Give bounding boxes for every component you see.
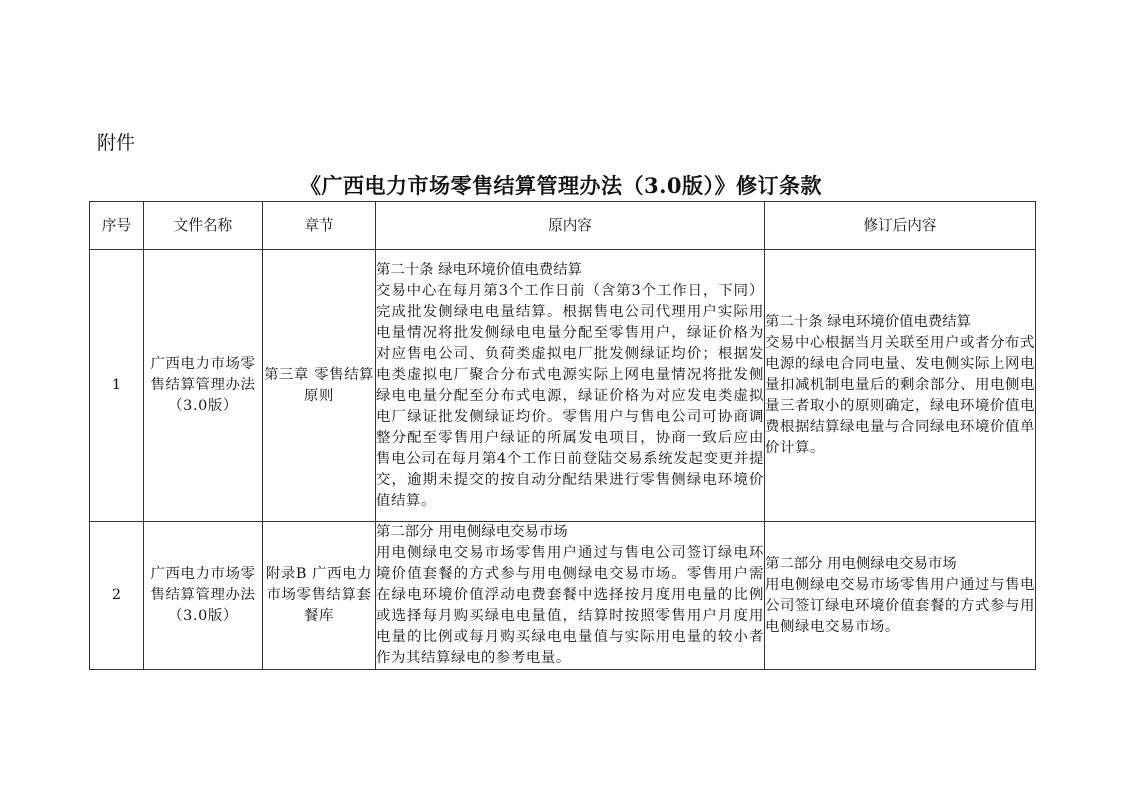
header-original: 原内容 — [376, 202, 765, 250]
attachment-label: 附件 — [97, 132, 136, 154]
cell-original — [376, 522, 765, 670]
cell-revised — [765, 250, 1036, 522]
original-body: 交易中心在每月第3个工作日前（含第3个工作日，下同）完成批发侧绿电电量结算。根据售电公司代理用户实际用电量情况将批发侧绿电电量分配至零售用户，绿证价格为对应售电公司、负荷类虚拟电厂批发侧绿证均价；根据发电类虚拟电厂聚合分布式电源实际上网电量情况将批发侧绿电电量分配至分布式电源，绿证价格为对应发电类虚拟电厂绿证批发侧绿证均价。零售用户与售电公司可协商调整分配至零售用户绿证的所属发电项目，协商一致后应由售电公司在每月第4个工作日前登陆交易系统发起变更并提交，逾期未提交的按自动分配结果进行零售侧绿电环境价值结算。 — [376, 282, 764, 509]
header-file-name: 文件名称 — [144, 202, 263, 250]
original-heading: 第二部分 用电侧绿电交易市场 — [376, 524, 568, 540]
revision-table — [89, 201, 1036, 670]
revised-heading: 第二十条 绿电环境价值电费结算 — [765, 314, 972, 330]
table-row — [90, 522, 1036, 670]
header-revised: 修订后内容 — [765, 202, 1036, 250]
revised-body: 交易中心根据当月关联至用户或者分布式电源的绿电合同电量、发电侧实际上网电量扣减机制电量后的剩余部分、用电侧电量三者取小的原则确定，绿电环境价值电费根据结算绿电量与合同绿电环境价值单价计算。 — [765, 335, 1035, 456]
header-chapter: 章节 — [263, 202, 376, 250]
original-heading: 第二十条 绿电环境价值电费结算 — [376, 261, 583, 278]
chapter-text: 附录B 广西电力市场零售结算套餐库 — [265, 566, 373, 624]
document-title: 《广西电力市场零售结算管理办法（3.0版）》修订条款 — [299, 173, 823, 198]
cell-file-name — [144, 250, 263, 522]
cell-file-name — [144, 522, 263, 670]
chapter-text: 第三章 零售结算原则 — [263, 366, 375, 404]
revised-body: 用电侧绿电交易市场零售用户通过与售电公司签订绿电环境价值套餐的方式参与用电侧绿电交易市场。 — [765, 576, 1035, 635]
cell-revised — [765, 522, 1036, 670]
cell-index: 1 — [90, 250, 144, 522]
table-header-row — [90, 202, 1036, 250]
revised-heading: 第二部分 用电侧绿电交易市场 — [765, 555, 957, 572]
header-index: 序号 — [90, 202, 144, 250]
cell-chapter — [263, 250, 376, 522]
original-body: 用电侧绿电交易市场零售用户通过与售电公司签订绿电环境价值套餐的方式参与用电侧绿电交易市场。零售用户需在绿电环境价值浮动电费套餐中选择按月度用电量的比例或选择每月购买绿电电量值，结算时按照零售用户月度用电量的比例或每月购买绿电电量值与实际用电量的较小者作为其结算绿电的参考电量。 — [376, 545, 764, 666]
cell-original — [376, 250, 765, 522]
file-name-text: 广西电力市场零售结算管理办法（3.0版） — [150, 566, 256, 624]
cell-index: 2 — [90, 522, 144, 670]
file-name-text: 广西电力市场零售结算管理办法（3.0版） — [150, 356, 256, 414]
table-row — [90, 250, 1036, 522]
cell-chapter — [263, 522, 376, 670]
